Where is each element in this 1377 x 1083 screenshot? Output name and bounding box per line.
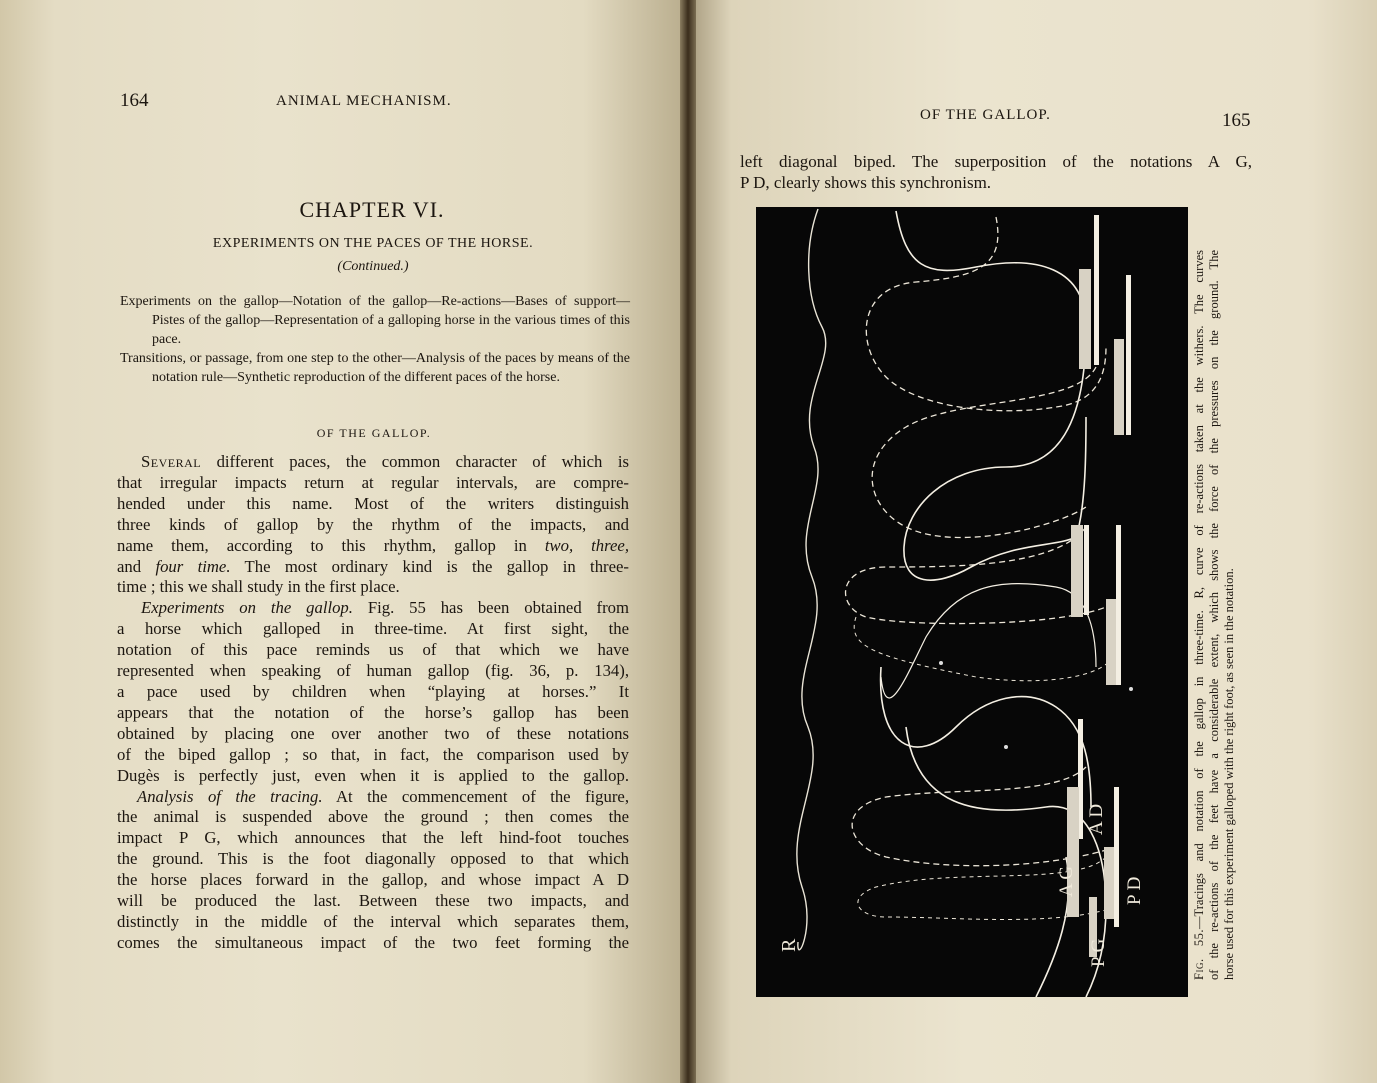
speck <box>1129 687 1133 691</box>
notation-bar <box>1104 847 1114 919</box>
figure-caption <box>1192 250 1237 980</box>
chapter-summary <box>120 292 630 387</box>
caption-line <box>1192 250 1207 980</box>
gallop-tracing-figure <box>756 207 1188 997</box>
text-line: the animal is suspended above the ground ; then comes the <box>117 807 629 827</box>
label-ad: A D <box>1086 803 1107 835</box>
text-line: three kinds of gallop by the rhythm of the impacts, and <box>117 514 629 534</box>
foot-reaction-curve <box>881 584 1096 698</box>
summary-line: Transitions, or passage, from one step to the other—Analysis of the paces <box>120 351 537 366</box>
text-line: left diagonal biped. The superposition of the notations A G, <box>740 152 1252 171</box>
text-line: will be produced the last. Between these two impacts, and <box>117 891 629 911</box>
label-r: R <box>778 938 800 952</box>
running-head-right: OF THE GALLOP. <box>920 107 1051 123</box>
text-run: —Tracings and notation of the gallop in three-time. R, curve of re-actions taken at the withers. The curves <box>1192 250 1206 929</box>
notation-bar <box>1079 269 1091 369</box>
foot-reaction-curve-dashed <box>854 617 1116 681</box>
text-line <box>117 598 629 619</box>
text-line: time ; this we shall study in the first place. <box>117 577 400 597</box>
text-run: Fig. 55 has been obtained from <box>352 598 629 618</box>
text-run: At the commencement of the figure, <box>322 786 629 806</box>
text-line <box>117 452 629 473</box>
italic-run: two, three, <box>544 535 630 555</box>
withers-reaction-curve <box>797 209 826 950</box>
body-text <box>117 452 629 954</box>
text-line: the horse places forward in the gallop, and whose impact A D <box>117 870 629 890</box>
label-ag: A G <box>1056 865 1077 897</box>
running-head-left: ANIMAL MECHANISM. <box>276 93 452 109</box>
speck <box>939 661 943 665</box>
notation-bar <box>1094 215 1099 365</box>
notation-bar <box>1126 275 1131 435</box>
text-run: different paces, the common character of which is <box>201 452 629 471</box>
notation-bar <box>1114 339 1124 435</box>
section-heading: OF THE GALLOP. <box>316 426 432 440</box>
text-line: obtained by placing one over another two of these notations <box>117 723 629 743</box>
label-pg: P G <box>1088 938 1109 967</box>
summary-line: support—Pistes of the gallop—Representation of a galloping horse in <box>152 294 630 328</box>
book-spine <box>680 0 696 1083</box>
text-line: represented when speaking of human gallop (fig. 36, p. 134), <box>117 661 629 681</box>
continued-note: (Continued.) <box>337 259 409 274</box>
notation-bar <box>1071 525 1083 617</box>
text-line: the ground. This is the foot diagonally opposed to that which <box>117 849 629 869</box>
foot-reaction-curve <box>896 211 1086 580</box>
foot-reaction-curve-dashed <box>846 527 1106 624</box>
text-line: impact P G, which announces that the left hind-foot touches <box>117 828 629 848</box>
notation-bar <box>1084 525 1089 615</box>
text-line: that irregular impacts return at regular intervals, are compre- <box>117 472 629 492</box>
chapter-number: CHAPTER VI. <box>299 197 445 222</box>
italic-run: Analysis of the tracing. <box>137 786 323 806</box>
foot-reaction-curve-dashed <box>872 367 1096 537</box>
text-line: P D, clearly shows this synchronism. <box>740 172 992 192</box>
text-line: hended under this name. Most of the writers distinguish <box>117 493 629 513</box>
text-line: notation of this pace reminds us of that which we have <box>117 640 629 660</box>
foot-reaction-curve-dashed <box>866 217 1106 411</box>
notation-bar <box>1106 599 1116 685</box>
text-line: comes the simultaneous impact of the two feet forming the <box>117 932 629 952</box>
chapter-title: EXPERIMENTS ON THE PACES OF THE HORSE. <box>212 236 534 251</box>
page-number-left: 164 <box>120 90 149 111</box>
text-line: a horse which galloped in three-time. At first sight, the <box>117 619 629 639</box>
summary-line: by means of the notation rule—Synthetic reproduction of the <box>152 351 631 385</box>
left-page <box>0 0 686 1083</box>
text-line: of the biped gallop ; so that, in fact, the comparison used by <box>117 744 629 764</box>
summary-paragraph-2 <box>120 349 630 387</box>
text-run: The most ordinary kind is the gallop in three- <box>230 556 629 576</box>
caption-line: horse used for this experiment galloped with the right foot, as seen in the notation. <box>1222 568 1236 980</box>
summary-paragraph-1 <box>120 292 630 349</box>
text-line <box>117 536 629 557</box>
summary-line: different paces of the horse. <box>404 370 560 385</box>
italic-run: four time. <box>155 556 231 576</box>
text-line: Dugès is perfectly just, even when it is applied to the gallop. <box>117 765 629 785</box>
notation-bar <box>1067 787 1079 917</box>
notation-bar <box>1114 787 1119 927</box>
summary-line: the various times of this pace. <box>152 313 630 347</box>
text-line: distinctly in the middle of the interval which separates them, <box>117 911 629 931</box>
text-line <box>117 787 629 808</box>
notation-bar <box>1116 525 1121 685</box>
label-pd: P D <box>1124 876 1145 905</box>
italic-run: Experiments on the gallop. <box>141 598 353 618</box>
small-caps-word: Several <box>141 452 202 471</box>
text-line: a pace used by children when “playing at horses.” It <box>117 681 629 701</box>
text-line <box>117 557 629 578</box>
text-line: appears that the notation of the horse’s gallop has been <box>117 702 629 722</box>
right-body-text <box>740 152 1252 194</box>
page-number-right: 165 <box>1222 110 1251 131</box>
caption-line: of the re-actions of the feet have a considerable extent, which shows the force of the pressures on the ground. The <box>1207 250 1221 980</box>
text-run: name them, according to this rhythm, gallop in <box>117 535 545 555</box>
foot-reaction-curve <box>881 667 1091 807</box>
summary-line: Experiments on the gallop—Notation of the gallop—Re-actions—Bases of <box>120 294 567 309</box>
caption-fig-number: Fig. 55. <box>1192 928 1206 980</box>
speck <box>1004 745 1008 749</box>
text-run: and <box>117 556 156 576</box>
